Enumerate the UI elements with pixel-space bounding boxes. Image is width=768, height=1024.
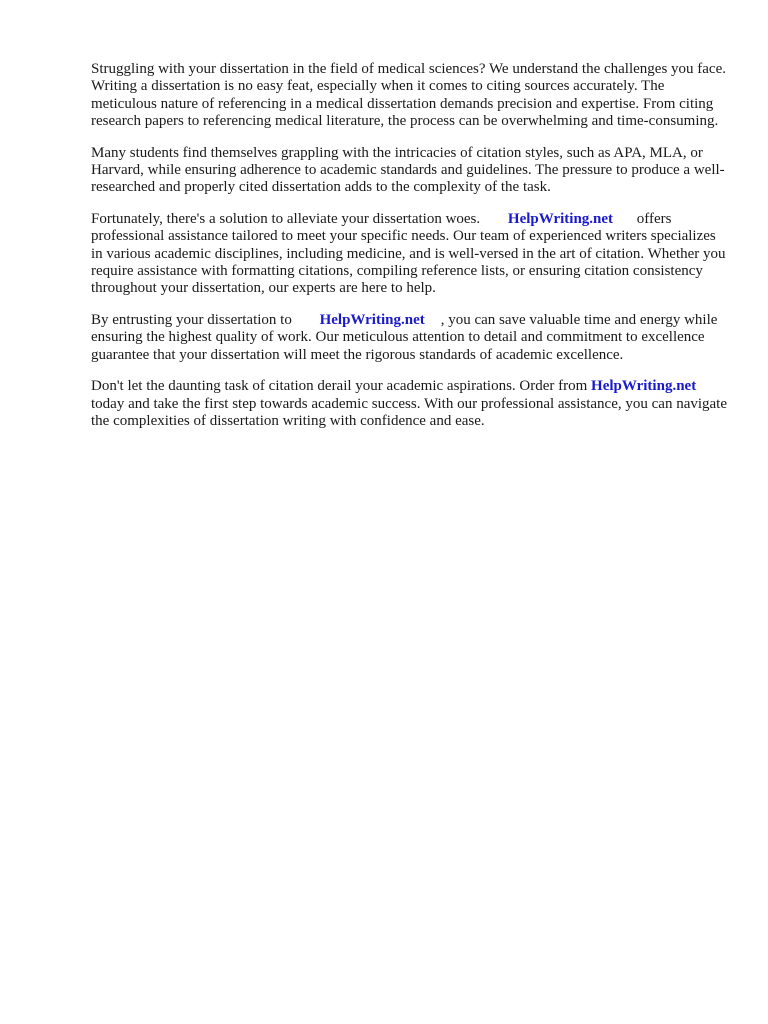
- paragraph-text: Struggling with your dissertation in the field of medical sciences? We understand the challenges you face. Writing a dissertation is no easy feat, especially when it comes to citing sources accurately. The meticulous nature of referencing in a medical dissertation demands precision and expertise. From citing research papers to referencing medical literature, the process can be overwhelming and time-consuming.: [91, 61, 726, 130]
- paragraph-text-after: today and take the first step towards academic success. With our professional assistance, you can navigate the complexities of dissertation writing with confidence and ease.: [91, 395, 727, 429]
- paragraph-text-after: offers professional assistance tailored to meet your specific needs. Our team of experienced writers specializes in various academic disciplines, including medicine, and is well-versed in the art of citation. Whether you require assistance with formatting citations, compiling reference lists, or ensuring citation consistency throughout your dissertation, our experts are here to help.: [91, 210, 726, 297]
- helpwriting-link[interactable]: HelpWriting.net: [319, 311, 425, 328]
- paragraph-text-after: , you can save valuable time and energy while ensuring the highest quality of work. Our meticulous attention to detail and commitment to excellence guarantee that your dissertation will meet the rigorous standards of academic excellence.: [91, 311, 718, 363]
- paragraph-text-before: By entrusting your dissertation to: [91, 311, 292, 328]
- paragraph-text: Many students find themselves grappling with the intricacies of citation styles, such as APA, MLA, or Harvard, while ensuring adherence to academic standards and guidelines. The pressure to produce a well-researched and properly cited dissertation adds to the complexity of the task.: [91, 144, 725, 196]
- paragraph-text-before: Fortunately, there's a solution to alleviate your dissertation woes.: [91, 210, 481, 227]
- paragraph-entrusting: [91, 312, 731, 364]
- paragraph-citation-styles: [91, 145, 731, 197]
- document-body: [91, 61, 731, 444]
- paragraph-intro: [91, 61, 731, 131]
- helpwriting-link[interactable]: HelpWriting.net: [591, 378, 697, 395]
- helpwriting-link[interactable]: HelpWriting.net: [507, 210, 614, 227]
- paragraph-text-before: Don't let the daunting task of citation derail your academic aspirations. Order from: [91, 378, 588, 395]
- paragraph-solution: [91, 211, 731, 298]
- paragraph-call-to-action: [91, 378, 731, 430]
